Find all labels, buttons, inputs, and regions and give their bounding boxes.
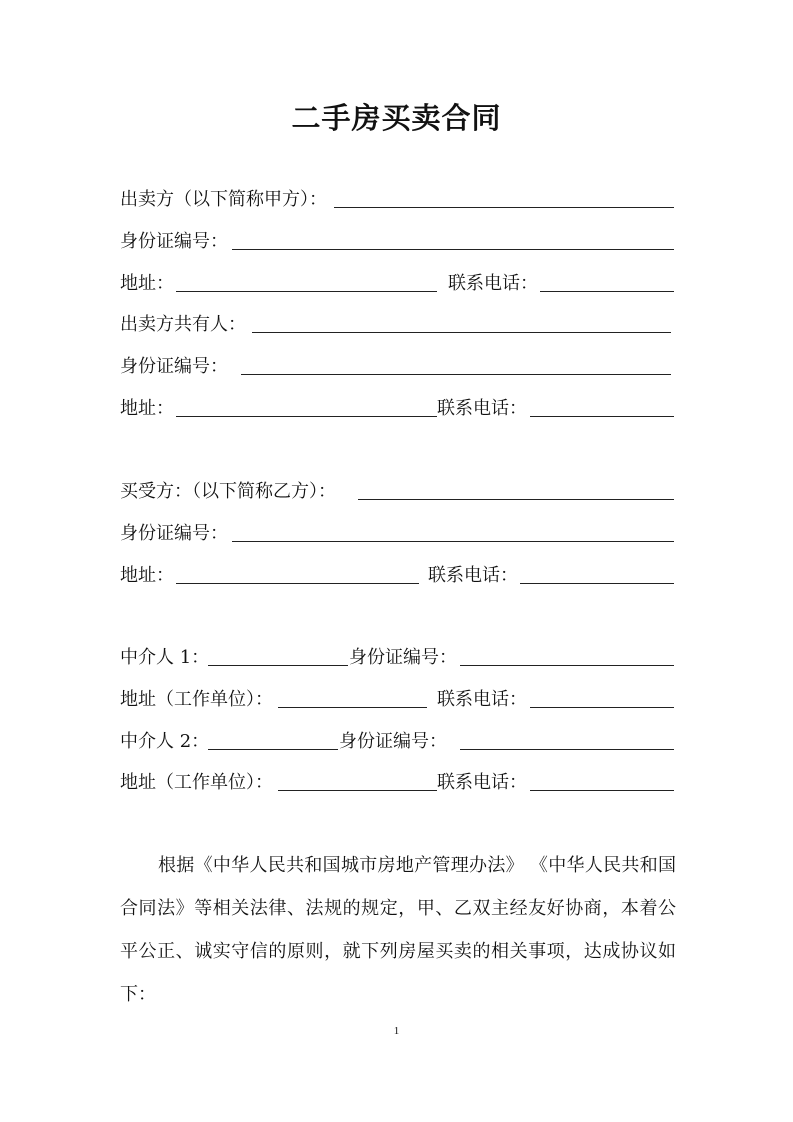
buyer-name-row bbox=[120, 479, 676, 505]
seller-name-field[interactable] bbox=[334, 207, 674, 208]
buyer-name-field[interactable] bbox=[358, 499, 674, 500]
seller-phone-field[interactable] bbox=[540, 291, 674, 292]
agent1-id-field[interactable] bbox=[460, 665, 674, 666]
buyer-name-label: 买受方：（以下简称乙方）： bbox=[120, 481, 336, 502]
agent2-row bbox=[120, 729, 676, 755]
coowner-name-label: 出卖方共有人： bbox=[120, 314, 246, 335]
coowner-phone-label: 联系电话： bbox=[437, 398, 527, 419]
agent2-phone-label: 联系电话： bbox=[437, 772, 527, 793]
seller-id-field[interactable] bbox=[232, 249, 674, 250]
preamble-paragraph: 根据《中华人民共和国城市房地产管理办法》 《中华人民共和国合同法》等相关法律、法规的规定，甲、乙双主经友好协商，本着公平公正、诚实守信的原则，就下列房屋买卖的相关事项，达成协议如下： bbox=[120, 855, 676, 1005]
buyer-address-label: 地址： bbox=[120, 565, 174, 586]
agent2-address-row bbox=[120, 770, 676, 796]
seller-address-label: 地址： bbox=[120, 273, 174, 294]
agent2-address-field[interactable] bbox=[278, 790, 437, 791]
buyer-id-label: 身份证编号： bbox=[120, 523, 228, 544]
buyer-phone-field[interactable] bbox=[520, 583, 674, 584]
agent1-name-label: 中介人 1： bbox=[120, 647, 210, 668]
seller-address-row bbox=[120, 271, 676, 297]
coowner-name-field[interactable] bbox=[252, 332, 671, 333]
agent2-id-label: 身份证编号： bbox=[339, 731, 447, 752]
coowner-phone-field[interactable] bbox=[530, 416, 674, 417]
seller-phone-label: 联系电话： bbox=[448, 273, 538, 294]
buyer-phone-label: 联系电话： bbox=[428, 565, 518, 586]
agent1-id-label: 身份证编号： bbox=[349, 647, 457, 668]
preamble-section bbox=[120, 844, 676, 1016]
seller-id-row bbox=[120, 229, 676, 255]
buyer-id-field[interactable] bbox=[232, 541, 674, 542]
coowner-address-row bbox=[120, 396, 676, 422]
coowner-id-row bbox=[120, 354, 676, 380]
agent2-id-field[interactable] bbox=[460, 749, 674, 750]
seller-name-row bbox=[120, 187, 676, 213]
coowner-address-label: 地址： bbox=[120, 398, 174, 419]
agent2-name-field[interactable] bbox=[208, 749, 338, 750]
agent2-phone-field[interactable] bbox=[530, 790, 674, 791]
seller-name-label: 出卖方（以下简称甲方）： bbox=[120, 189, 327, 210]
agent2-name-label: 中介人 2： bbox=[120, 731, 210, 752]
agent1-address-row bbox=[120, 687, 676, 713]
seller-address-field[interactable] bbox=[176, 291, 437, 292]
agent1-name-field[interactable] bbox=[208, 665, 348, 666]
buyer-address-field[interactable] bbox=[176, 583, 419, 584]
agent1-address-field[interactable] bbox=[278, 707, 427, 708]
agent1-address-label: 地址（工作单位）： bbox=[120, 689, 273, 710]
buyer-id-row bbox=[120, 521, 676, 547]
agent1-phone-label: 联系电话： bbox=[437, 689, 527, 710]
agent2-address-label: 地址（工作单位）： bbox=[120, 772, 273, 793]
coowner-address-field[interactable] bbox=[176, 416, 437, 417]
coowner-id-label: 身份证编号： bbox=[120, 356, 228, 377]
document-title: 二手房买卖合同 bbox=[291, 101, 502, 135]
agent1-row bbox=[120, 645, 676, 671]
coowner-name-row bbox=[120, 312, 676, 338]
page-number: 1 bbox=[393, 1025, 400, 1037]
buyer-address-row bbox=[120, 563, 676, 589]
agent1-phone-field[interactable] bbox=[530, 707, 674, 708]
coowner-id-field[interactable] bbox=[241, 374, 671, 375]
seller-id-label: 身份证编号： bbox=[120, 231, 228, 252]
